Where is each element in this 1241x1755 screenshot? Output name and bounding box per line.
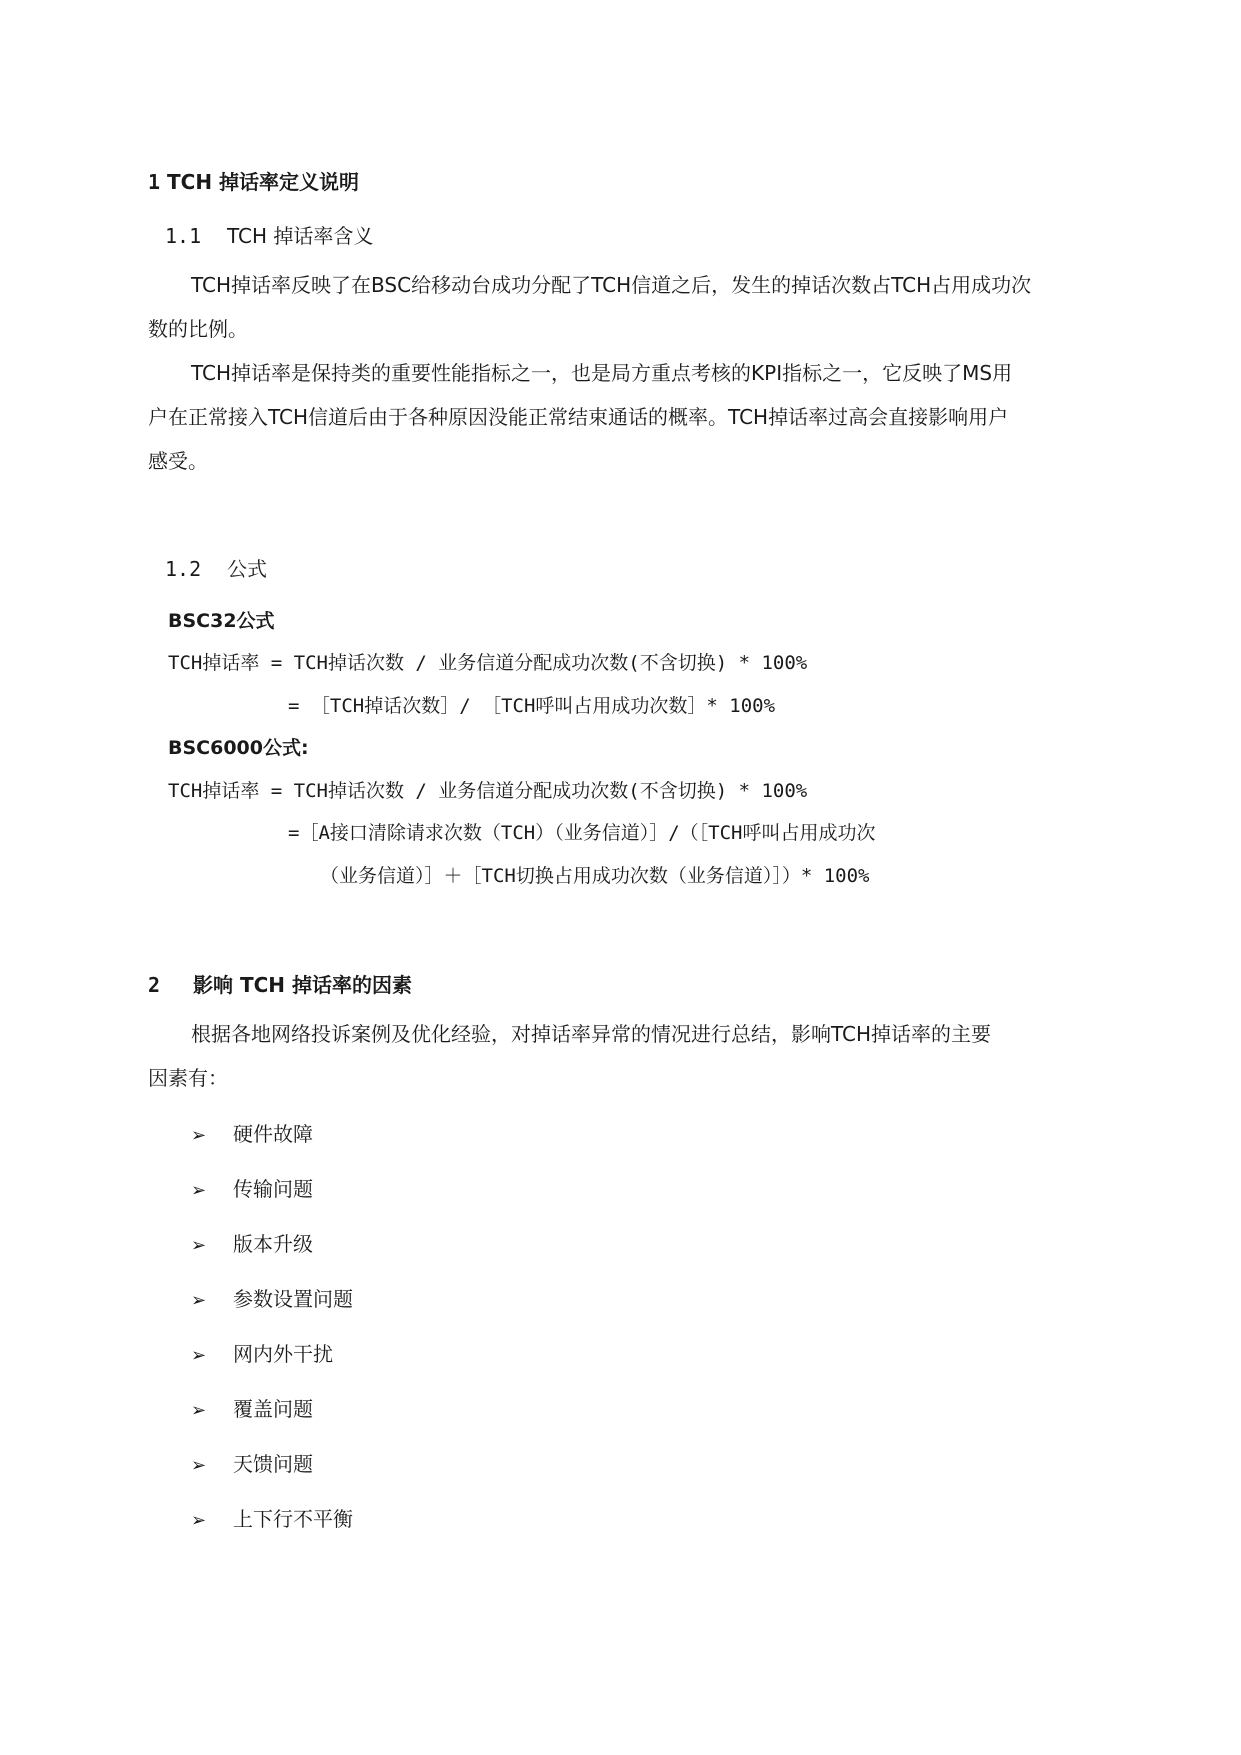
- list-item: [191, 1283, 353, 1312]
- paragraph-1-line-1: TCH掉话率反映了在BSC给移动台成功分配了TCH信道之后，发生的掉话次数占TCH占用成功次: [191, 273, 1032, 297]
- bsc32-formula-line-2: = ［TCH掉话次数］/ ［TCH呼叫占用成功次数］* 100%: [288, 695, 776, 717]
- paragraph-2: [148, 351, 1012, 483]
- section-1-2-heading: [165, 553, 267, 582]
- arrow-bullet-icon: ➢: [191, 1455, 207, 1476]
- list-item: [191, 1503, 353, 1532]
- bsc6000-formula-label: BSC6000公式:: [168, 737, 309, 759]
- section-2-heading: [148, 969, 412, 998]
- section-1-1-title: TCH 掉话率含义: [227, 224, 374, 248]
- section-2-paragraph: [148, 1012, 991, 1100]
- arrow-bullet-icon: ➢: [191, 1290, 207, 1311]
- factor-label: 上下行不平衡: [233, 1507, 353, 1531]
- list-item: [191, 1338, 333, 1367]
- arrow-bullet-icon: ➢: [191, 1400, 207, 1421]
- bsc32-formula-line-1: TCH掉话率 = TCH掉话次数 / 业务信道分配成功次数(不含切换) * 100%: [168, 652, 808, 674]
- section-2-number: 2: [148, 973, 161, 997]
- bsc6000-formula-line-1: TCH掉话率 = TCH掉话次数 / 业务信道分配成功次数(不含切换) * 100%: [168, 780, 808, 802]
- section-2-paragraph-line-1: 根据各地网络投诉案例及优化经验，对掉话率异常的情况进行总结，影响TCH掉话率的主要: [191, 1022, 992, 1046]
- arrow-bullet-icon: ➢: [191, 1235, 207, 1256]
- factor-label: 版本升级: [233, 1232, 313, 1256]
- bsc6000-formula-line-2: =［A接口清除请求次数（TCH）（业务信道）］/（［TCH呼叫占用成功次: [288, 822, 876, 844]
- factor-label: 网内外干扰: [233, 1342, 333, 1366]
- bsc6000-formula-line-3: （业务信道）］＋［TCH切换占用成功次数（业务信道）］）* 100%: [320, 865, 870, 887]
- arrow-bullet-icon: ➢: [191, 1180, 207, 1201]
- bsc32-formula-label: BSC32公式: [168, 610, 275, 632]
- factor-label: 天馈问题: [233, 1452, 313, 1476]
- section-1-2-title: 公式: [227, 557, 267, 581]
- paragraph-1: [148, 263, 1031, 351]
- section-1-1-heading: [165, 220, 373, 249]
- factor-label: 硬件故障: [233, 1122, 313, 1146]
- arrow-bullet-icon: ➢: [191, 1125, 207, 1146]
- section-1-title: TCH 掉话率定义说明: [167, 170, 360, 194]
- list-item: [191, 1118, 313, 1147]
- list-item: [191, 1228, 313, 1257]
- paragraph-2-line-2: 户在正常接入TCH信道后由于各种原因没能正常结束通话的概率。TCH掉话率过高会直接影响用户: [148, 405, 1009, 429]
- list-item: [191, 1448, 313, 1477]
- section-1-heading: [148, 166, 359, 195]
- section-1-number: 1: [148, 170, 161, 194]
- factor-label: 覆盖问题: [233, 1397, 313, 1421]
- section-1-2-number: 1.2: [165, 557, 202, 581]
- list-item: [191, 1393, 313, 1422]
- arrow-bullet-icon: ➢: [191, 1345, 207, 1366]
- factor-label: 参数设置问题: [233, 1287, 353, 1311]
- paragraph-1-line-2: 数的比例。: [148, 317, 248, 341]
- paragraph-2-line-3: 感受。: [148, 449, 208, 473]
- arrow-bullet-icon: ➢: [191, 1510, 207, 1531]
- list-item: [191, 1173, 313, 1202]
- section-2-paragraph-line-2: 因素有：: [148, 1066, 228, 1090]
- factor-label: 传输问题: [233, 1177, 313, 1201]
- section-1-1-number: 1.1: [165, 224, 202, 248]
- section-2-title: 影响 TCH 掉话率的因素: [193, 973, 412, 997]
- paragraph-2-line-1: TCH掉话率是保持类的重要性能指标之一，也是局方重点考核的KPI指标之一，它反映了MS用: [191, 361, 1013, 385]
